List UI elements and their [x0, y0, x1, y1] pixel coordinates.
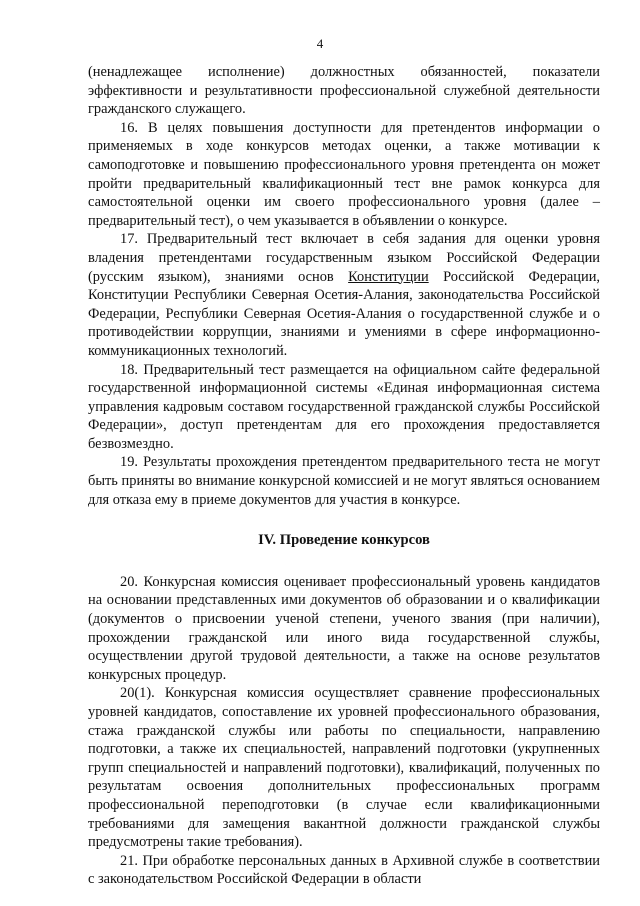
paragraph-p19: 19. Результаты прохождения претендентом предварительного теста не могут быть приняты во внимание конкурсной комиссией и не могут являться основанием для отказа ему в приеме документов для участия в конкурсе.	[88, 454, 600, 508]
paragraph-p21: 21. При обработке персональных данных в Архивной службе в соответствии с законодательством Российской Федерации в области	[88, 852, 600, 888]
paragraphs-after	[88, 573, 600, 889]
paragraph-p20: 20. Конкурсная комиссия оценивает профессиональный уровень кандидатов на основании представленных ими документов об образовании и о квалификации (документов о присвоении ученой степени, ученого звания (при наличии), прохождении гражданской или иного вида государственной службы, осуществлении другой трудовой деятельности, а также на основе результатов конкурсных процедур.	[88, 573, 600, 683]
paragraph-17	[88, 230, 600, 360]
paragraph-p-cont: (ненадлежащее исполнение) должностных обязанностей, показатели эффективности и результативности профессиональной служебной деятельности гражданского служащего.	[88, 64, 600, 118]
paragraph-17-text-end: Российской Федерации, Конституции Республики Северная Осетия-Алания, законодательства Российской Федерации, Республики Северная Осетия-Алания о государственной службе и о противодействии коррупции, знаниями и умениями в сфере информационно-коммуникационных технологий.	[88, 268, 600, 359]
paragraphs-before	[88, 63, 600, 230]
document-body	[88, 63, 600, 889]
paragraph-p20-1: 20(1). Конкурсная комиссия осуществляет сравнение профессиональных уровней кандидатов, сопоставление их уровней профессионального образования, стажа гражданской службы или работы по специальности, направлению подготовки, а также их специальностей, направлений подготовки (укрупненных групп специальностей и направлений подготовки), квалификаций, полученных по результатам освоения дополнительных профессиональных программ профессиональной переподготовки (в случае если квалификационными требованиями для замещения вакантной должности гражданской службы предусмотрены такие требования).	[88, 685, 600, 851]
paragraphs-mid	[88, 361, 600, 510]
paragraph-p16: 16. В целях повышения доступности для претендентов информации о применяемых в ходе конкурсов методах оценки, а также мотивации к самоподготовке и повышению профессионального уровня претендента он может пройти предварительный квалификационный тест вне рамок конкурса для самостоятельной оценки им своего профессионального уровня (далее – предварительный тест), о чем указывается в объявлении о конкурсе.	[88, 119, 600, 229]
constitution-link[interactable]: Конституции	[348, 268, 429, 285]
section-heading: IV. Проведение конкурсов	[258, 532, 430, 549]
paragraph-p18: 18. Предварительный тест размещается на официальном сайте федеральной государственной информационной системы «Единая информационная система управления кадровым составом государственной гражданской службы Российской Федерации», доступ претендентам для его прохождения предоставляется безвозмездно.	[88, 361, 600, 452]
paragraph-17-text-start: 17. Предварительный тест включает в себя задания для оценки уровня владения претендентами государственным языком Российской Федерации (русским языком), знаниями основ	[88, 231, 600, 285]
page-number: 4	[316, 36, 324, 51]
